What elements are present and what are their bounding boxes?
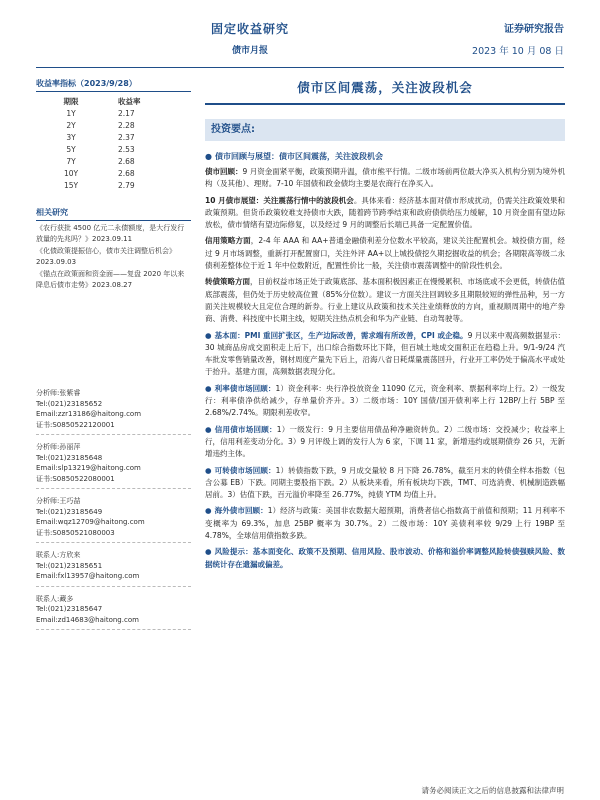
yield-value: 2.79	[118, 180, 135, 190]
bullet-highlight: PMI 重回扩张区，生产边际改善，需求端有所改善，CPI 或企稳。	[244, 330, 468, 340]
yield-value: 2.68	[118, 156, 135, 166]
bullet-label: 信用债市场回顾：	[214, 424, 277, 434]
yield-table-header	[36, 95, 191, 107]
yield-term: 1Y	[66, 108, 76, 118]
contact-card	[36, 550, 191, 587]
analyst-card	[36, 496, 191, 543]
table-row	[36, 119, 191, 131]
main-content	[205, 72, 565, 571]
bullet-text: 基本面变化、政策不及预期、信用风险、股市波动、价格和溢价率调整风险转债强赎风险、数据统计存在遗漏或偏差。	[205, 547, 566, 569]
analyst-cert: 证书:S0850522120001	[36, 420, 115, 429]
bullet-text: 1）经济与政策：美国非农数据大超预期，消费者信心指数高于前值和预期；11 月利率不变概率为 69.3%，加息 25BP 概率为 30.7%。2）二级市场：10Y 美债利率较 9/29 上行 19BP 至 4.78%，全球信用债指数多跌。	[205, 506, 566, 541]
paragraph-review	[205, 166, 565, 191]
table-row	[36, 167, 191, 179]
yield-header-term: 期限	[63, 96, 79, 106]
yield-value: 2.68	[118, 168, 135, 178]
contact-email[interactable]: Email:fxl13957@haitong.com	[36, 572, 140, 580]
related-link[interactable]: 《农行获批 4500 亿元二永债额度，是大行发行放量的先兆吗？》2023.09.11	[36, 224, 185, 243]
yield-term: 15Y	[63, 180, 79, 190]
yield-term: 10Y	[63, 168, 79, 178]
header-divider	[36, 67, 564, 68]
contact-card	[36, 594, 191, 631]
header-right	[472, 20, 564, 57]
paragraph-convertible-strategy	[205, 276, 565, 325]
paragraph-lead: 10 月债市展望：关注震荡行情中的波段机会	[205, 195, 354, 205]
bullet-icon: ●	[205, 547, 212, 557]
bullet-icon: ●	[205, 506, 212, 516]
analyst-tel: Tel:(021)23185649	[36, 507, 103, 516]
yield-term: 7Y	[66, 156, 76, 166]
contact-name: 联系人:藏多	[36, 594, 74, 603]
report-title: 债市区间震荡，关注波段机会	[297, 80, 473, 95]
bullet-text: 1）一级发行：9 月主要信用债品种净融资转负。2）二级市场：交投减少；收益率上行，信用利差变动分化。3）9 月评级上调的发行人为 6 家，下调 11 家，新增违约或展期债券 26 只，无新增违约主体。	[205, 424, 566, 459]
yield-header-value: 收益率	[118, 96, 141, 106]
paragraph-lead: 转债策略方面	[205, 277, 250, 287]
yield-value: 2.28	[118, 120, 135, 130]
table-row	[36, 107, 191, 119]
analyst-email[interactable]: Email:wqz12709@haitong.com	[36, 518, 145, 526]
analyst-cert: 证书:S0850521080003	[36, 528, 115, 537]
analyst-tel: Tel:(021)23185652	[36, 399, 103, 408]
section-heading-text: 债市回顾与展望：债市区间震荡，关注波段机会	[214, 152, 383, 161]
bullet-icon: ●	[205, 152, 212, 161]
bullet-rates-review	[205, 383, 565, 420]
yield-table	[36, 95, 191, 191]
table-row	[36, 143, 191, 155]
section-heading-review	[205, 151, 565, 162]
header-subtitle: 债市月报	[231, 46, 268, 56]
bullet-label: 海外债市回顾：	[214, 506, 268, 516]
table-row	[36, 131, 191, 143]
header-center	[190, 20, 310, 56]
title-divider	[205, 103, 565, 105]
bullet-label: 可转债市场回顾：	[214, 465, 276, 475]
analyst-tel: Tel:(021)23185648	[36, 453, 103, 462]
report-type: 证券研究报告	[504, 24, 564, 35]
paragraph-text: 。具体来看：经济基本面对债市形成扰动，仍需关注政策效果和政策预期。但货币政策较难支持债市大跌，随着跨节跨季结束和政府债供给压力缓解，10 月资金面有望边际放松，债市情绪有望边际修复，以及经过 9 月的调整后长端已具备一定配置价值。	[205, 195, 565, 230]
bullet-label: 风险提示：	[214, 547, 253, 557]
bullet-fundamentals	[205, 330, 565, 379]
analyst-list	[36, 388, 191, 637]
paragraph-text: 9 月资金面紧平衡，政策预期升温，债市熊平行情。二级市场前两位最大净买入机构分别为境外机构（及其他）、理财。7-10 年国债和政金债均主要是农商行在净买入。	[205, 167, 566, 189]
analyst-email[interactable]: Email:slp13219@haitong.com	[36, 464, 141, 472]
bullet-convertible-review	[205, 465, 565, 502]
bullet-icon: ●	[205, 330, 212, 340]
header-title: 固定收益研究	[210, 22, 289, 36]
investment-highlights-bar: 投资要点:	[205, 119, 565, 141]
paragraph-text: ，目前权益市场正处于政策底部、基本面积极因素正在慢慢累积、市场底或不会更低，转债估值底部震荡，但仍处于历史较高位置（85%分位数）。建议一方面关注回调较多且期限较短的弹性品种，另一方面关注规模较大且定位合理的新券。行业上建议从政策和技术关注业绩释放的方向，重视顺周期中的地产券商、消费、科技度中长期主线，短期关注热点机会和华为产业链、自动驾驶等。	[205, 277, 565, 324]
analyst-cert: 证书:S0850522080001	[36, 474, 115, 483]
report-date: 2023 年 10 月 08 日	[472, 46, 564, 57]
bullet-label: 利率债市场回顾：	[214, 383, 276, 393]
paragraph-text: ，2-4 年 AAA 和 AA+普通金融债利差分位数水平较高，建议关注配置机会。城投债方面，经过 9 月市场调整，重新打开配置窗口，关注外评 AA+以上城投债挖久期挖掘收益的机会；各期限高等级二永债利差整体位于近 1 年中位数附近，配置性价比一般，关注债市震荡调整中的阶段性机会。	[205, 236, 566, 271]
bullet-text: 1）资金利率：央行净投放资金 11090 亿元，资金利率、票据利率均上行。2）一级发行：利率债净供给减少，存单量价齐升。3）二级市场：10Y 国债/国开债利率上行 12BP/上行 5BP 至 2.68%/2.74%。期限利差收窄。	[205, 383, 566, 418]
contact-tel: Tel:(021)23185647	[36, 605, 103, 613]
analyst-card	[36, 442, 191, 489]
related-link[interactable]: 《化债政策提振信心，债市关注调整后机会》2023.09.03	[36, 247, 176, 266]
yield-term: 3Y	[66, 132, 76, 142]
bullet-credit-review	[205, 424, 565, 461]
bullet-overseas-review	[205, 505, 565, 542]
bullet-icon: ●	[205, 465, 212, 475]
paragraph-lead: 债市回顾：	[205, 167, 243, 176]
disclaimer-footer: 请务必阅读正文之后的信息披露和法律声明	[421, 786, 564, 795]
analyst-name: 分析师:王巧喆	[36, 497, 81, 505]
yield-value: 2.37	[118, 132, 135, 142]
bullet-icon: ●	[205, 383, 212, 393]
table-row	[36, 155, 191, 167]
paragraph-lead: 信用策略方面	[205, 236, 251, 246]
bullet-text: 1）转债指数下跌，9 月成交量较 8 月下降 26.78%，截至月末的转债全样本指数（包含公募 EB）下跌。同期主要股指下跌。2）从板块来看，所有板块均下跌，TMT、可选消费、机械制造跌幅居前。3）估值下跌，百元溢价率降至 26.77%，纯债 YTM 均值上升。	[205, 465, 566, 500]
paragraph-credit-strategy	[205, 235, 565, 272]
paragraph-outlook	[205, 195, 565, 232]
analyst-card	[36, 388, 191, 435]
bullet-risk-warning	[205, 546, 565, 571]
related-research-title: 相关研究	[36, 207, 191, 221]
yield-indicator-title: 收益率指标（2023/9/28）	[36, 78, 191, 92]
bullet-icon: ●	[205, 424, 212, 434]
yield-term: 5Y	[66, 144, 76, 154]
table-row	[36, 179, 191, 191]
analyst-name: 分析师:张紫睿	[36, 389, 81, 397]
bullet-text: 9 月以来中观高频数据显示：30 城商品房成交面积走上后下，出口综合指数环比下降，但百城土地成交面积正在趋稳上升。9/1-9/24 汽车批发零售销量改善，钢材周度产量先下后上，沿海八省日耗煤量震荡回升，行业开工率仍处于偏高水平或处于抬升。基建方面，高频数据表现分化。	[205, 330, 566, 377]
analyst-email[interactable]: Email:zzr13186@haitong.com	[36, 410, 142, 418]
yield-term: 2Y	[66, 120, 76, 130]
sidebar	[36, 78, 191, 290]
contact-name: 联系人:方欣来	[36, 551, 81, 559]
related-link[interactable]: 《锚点在政策面和资金面——复盘 2020 年以来降息后债市走势》2023.08.27	[36, 270, 185, 289]
contact-tel: Tel:(021)23185651	[36, 561, 103, 570]
yield-value: 2.17	[118, 108, 135, 118]
page-header	[0, 0, 600, 70]
bullet-label: 基本面：	[214, 330, 245, 340]
yield-value: 2.53	[118, 144, 135, 154]
contact-email[interactable]: Email:zd14683@haitong.com	[36, 615, 139, 624]
highlights-body	[205, 151, 565, 571]
analyst-name: 分析师:孙丽萍	[36, 443, 81, 451]
